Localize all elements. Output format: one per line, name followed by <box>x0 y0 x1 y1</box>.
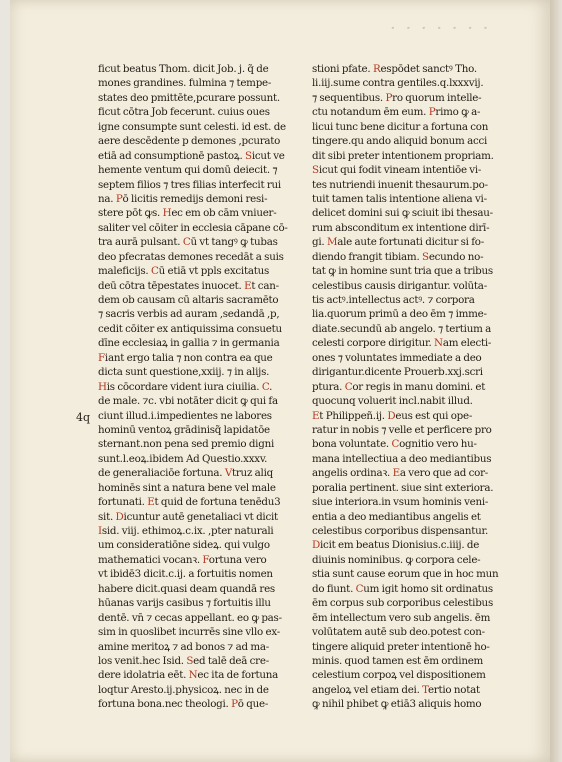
right-column-line: poralia pertinent. siue sint exteriora. <box>312 481 494 494</box>
right-column-line: do fiunt. Cum igit homo sit ordinatus <box>312 582 493 595</box>
left-column-line: deū cōtra tēpestates inuocet. Et can- <box>98 279 279 292</box>
left-column-line: fortuna bona.nec theologi. Pō que- <box>98 698 269 711</box>
right-column-line: tingere.qu ando aliquid bonum acci <box>312 135 488 148</box>
left-column-line: de male. ⁊c. vbi notāter dicit ꝙ qui fa <box>98 395 278 408</box>
left-column-line: hūanas varijs casibus ⁊ fortuitis illu <box>98 597 271 610</box>
right-column-line: volūtatem autē sub deo.potest con- <box>312 626 485 639</box>
left-column-line: cedit cōiter ex antiquissima consuetu <box>98 322 282 335</box>
right-column-line: ꝙ nihil phibet ꝙ etiā3 aliquis homo <box>312 698 482 711</box>
right-column-line: stia sunt cause eorum que in hoc mun <box>312 568 499 581</box>
left-column-line: fortunati. Et quid de fortuna tenēdu3 <box>98 496 281 509</box>
right-column-line: ctu notandum ēm eum. Primo ꝙ a- <box>312 106 481 119</box>
left-text-column <box>98 62 303 712</box>
page-edge <box>550 0 562 762</box>
right-column-line: Et Philippeñ.ij. Deus est qui ope- <box>312 409 473 422</box>
left-column-line: vt ibidē3 dicit.c.ij. a fortuitis nomen <box>98 568 273 581</box>
right-column-line: ēm intellectum vero sub angelis. ēm <box>312 611 491 624</box>
left-column-line: na. Pō licitis remedijs demoni resi- <box>98 192 268 205</box>
left-column-line: hemente ventum qui domū deiecit. ⁊ <box>98 164 278 177</box>
left-column-line: deo pfecratas demones recedāt a suis <box>98 250 284 263</box>
left-column-line: saliter vel cōiter in ecclesia cāpane cō- <box>98 221 288 234</box>
right-column-line: tes nutriendi inuenit thesaurum.po- <box>312 178 488 191</box>
right-column-line: ones ⁊ voluntates immediate a deo <box>312 351 482 364</box>
right-column-line: celestibus corporibus dispensantur. <box>312 525 489 537</box>
right-column-line: ⁊ sequentibus. Pro quorum intelle- <box>312 91 482 104</box>
left-column-line: loqtur Aresto.ij.physicoꝝ. nec in de <box>98 683 269 696</box>
left-column-line: mones grandines. fulmina ⁊ tempe- <box>98 77 272 90</box>
left-column-line: habere dicit.quasi deam quandā res <box>98 582 275 595</box>
left-column-line: dicta sunt questione,xxiij. ⁊ in alijs. <box>98 366 270 379</box>
right-text-column <box>312 62 504 712</box>
left-column-line: states deo pmittēte,pcurare possunt. <box>98 91 280 104</box>
right-column-line: ratur in nobis ⁊ velle et perficere pro <box>312 423 492 436</box>
left-column-line: etiā ad consumptionē pastoꝝ. Sicut ve <box>98 149 285 162</box>
right-column-line: minis. quod tamen est ēm ordinem <box>312 654 484 667</box>
left-column-line: dem ob causam cū altaris sacramēto <box>98 294 279 306</box>
right-column-line: gi. Male aute fortunati dicitur si fo- <box>312 236 484 249</box>
right-column-line: stioni pfate. Respōdet sanctꝰ Tho. <box>312 63 477 75</box>
left-column-line: ficut beatus Thom. dicit Job. j. q̃ de <box>98 63 269 75</box>
right-column-line: bona voluntate. Cognitio vero hu- <box>312 438 477 451</box>
right-column-line: celestium corpoꝝ vel dispositionem <box>312 669 486 682</box>
left-column-line: sim in quoslibet incurrēs sine vllo ex- <box>98 626 280 639</box>
left-column-line: tra aurā pulsant. Cū vt tangꝰ ꝙ tubas <box>98 236 278 249</box>
right-column-line: Sicut qui fodit vineam intentiōe vi- <box>312 164 482 177</box>
right-column-line: diuinis nominibus. ꝙ corpora cele- <box>312 553 481 566</box>
left-column-line: ⁊ sacris verbis ad auram ,sedandā ,p, <box>98 308 280 321</box>
left-column-line: hominū ventoꝝ grādinisq̃ lapidatōe <box>98 423 270 436</box>
right-column-line: Dicit em beatus Dionisius.c.iiij. de <box>312 539 480 552</box>
right-column-line: angelis ordinaꝛ. Ea vero que ad cor- <box>312 467 489 480</box>
marginal-note: 4q <box>76 411 91 424</box>
right-column-line: dit sibi preter intentionem propriam. <box>312 149 494 162</box>
right-column-line: entia a deo mediantibus angelis et <box>312 510 481 523</box>
left-column-line: igne consumpte sunt celesti. id est. de <box>98 120 286 133</box>
right-column-line: siue interiora.in vsum hominis veni- <box>312 496 489 509</box>
left-column-line: septem filios ⁊ tres filias interfecit rui <box>98 178 281 191</box>
left-column-line: ciunt illud.i.impedientes ne labores <box>98 409 272 422</box>
right-column-line: tat ꝙ in homine sunt tria que a tribus <box>312 265 493 278</box>
left-column-line: dīne ecclesiaꝝ in gallia ⁊ in germania <box>98 337 280 350</box>
right-column-line: celestibus causis dirigantur. volūta- <box>312 279 487 292</box>
left-column-line: Fiant ergo talia ⁊ non contra ea que <box>98 351 273 364</box>
right-column-line: ēm corpus sub corporibus celestibus <box>312 597 493 610</box>
right-column-line: diendo frangit tibiam. Secundo no- <box>312 250 484 263</box>
left-column-line: dentē. vn̄ ⁊ cecas appellant. eo ꝙ pas- <box>98 611 282 624</box>
right-column-line: quocunq voluerit incl.nabit illud. <box>312 395 473 408</box>
left-column-line: mathematici vocanꝛ. Fortuna vero <box>98 553 267 566</box>
right-column-line: angeloꝝ vel etiam dei. Tertio notat <box>312 683 480 696</box>
left-column-line: aere descēdente p demones ,pcurato <box>98 135 281 148</box>
left-column-line: sit. Dicuntur autē genetaliaci vt dicit <box>98 510 278 523</box>
right-column-line: rum absconditum ex intentione dirī- <box>312 221 490 234</box>
left-column-line: los venit.hec Isid. Sed talē deā cre- <box>98 654 269 667</box>
right-column-line: licui tunc bene dicitur a fortuna con <box>312 120 489 133</box>
right-column-line: delicet domini sui ꝙ sciuit ibi thesau- <box>312 207 493 220</box>
right-column-line: li.iij.sume contra gentiles.q.lxxxvij. <box>312 77 484 90</box>
left-column-line: sunt.l.eoꝝ.ibidem Ad Questio.xxxv. <box>98 452 268 465</box>
left-column-line: Isid. viij. ethimoꝝ.c.ix. ,pter naturali <box>98 525 274 537</box>
left-column-line: um consideratiōne sideꝝ. qui vulgo <box>98 539 270 552</box>
left-column-line: ficut cōtra Job fecerunt. cuius oues <box>98 106 270 119</box>
right-column-line: celesti corpore dirigitur. Nam electi- <box>312 337 492 350</box>
right-column-line: lia.quorum primū a deo ēm ⁊ imme- <box>312 308 487 321</box>
left-column-line: maleficijs. Cū etiā vt ppls excitatus <box>98 265 270 278</box>
right-column-line: dirigantur.dicente Prouerb.xxj.scri <box>312 366 483 379</box>
right-column-line: ptura. Cor regis in manu domini. et <box>312 380 486 393</box>
right-column-line: diate.secundū ab angelo. ⁊ tertium a <box>312 322 492 335</box>
left-column-line: dere idolatria eēt. Nec ita de fortuna <box>98 669 279 682</box>
left-column-line: de generaliaciōe fortuna. Vtruz aliq <box>98 467 273 480</box>
right-column-line: tuit tamen talis intentione aliena vi- <box>312 192 487 205</box>
left-column-line: sternant.non pena sed premio digni <box>98 438 274 451</box>
left-column-line: His cōcordare vident iura ciuilia. C. <box>98 380 273 393</box>
left-column-line: amine meritoꝝ ⁊ ad bonos ⁊ ad ma- <box>98 640 269 653</box>
left-column-line: hominēs sint a natura bene vel male <box>98 481 276 494</box>
right-column-line: tingere aliquid preter intentionē ho- <box>312 640 490 653</box>
left-column-line: stere pōt ꝙs. Hec em ob cām vniuer- <box>98 207 277 220</box>
right-column-line: tis actꝰ.intellectus actꝰ. ⁊ corpora <box>312 294 475 306</box>
running-head-bleedthrough: · · · · · · · <box>390 18 491 39</box>
right-column-line: mana intellectiua a deo mediantibus <box>312 452 492 465</box>
